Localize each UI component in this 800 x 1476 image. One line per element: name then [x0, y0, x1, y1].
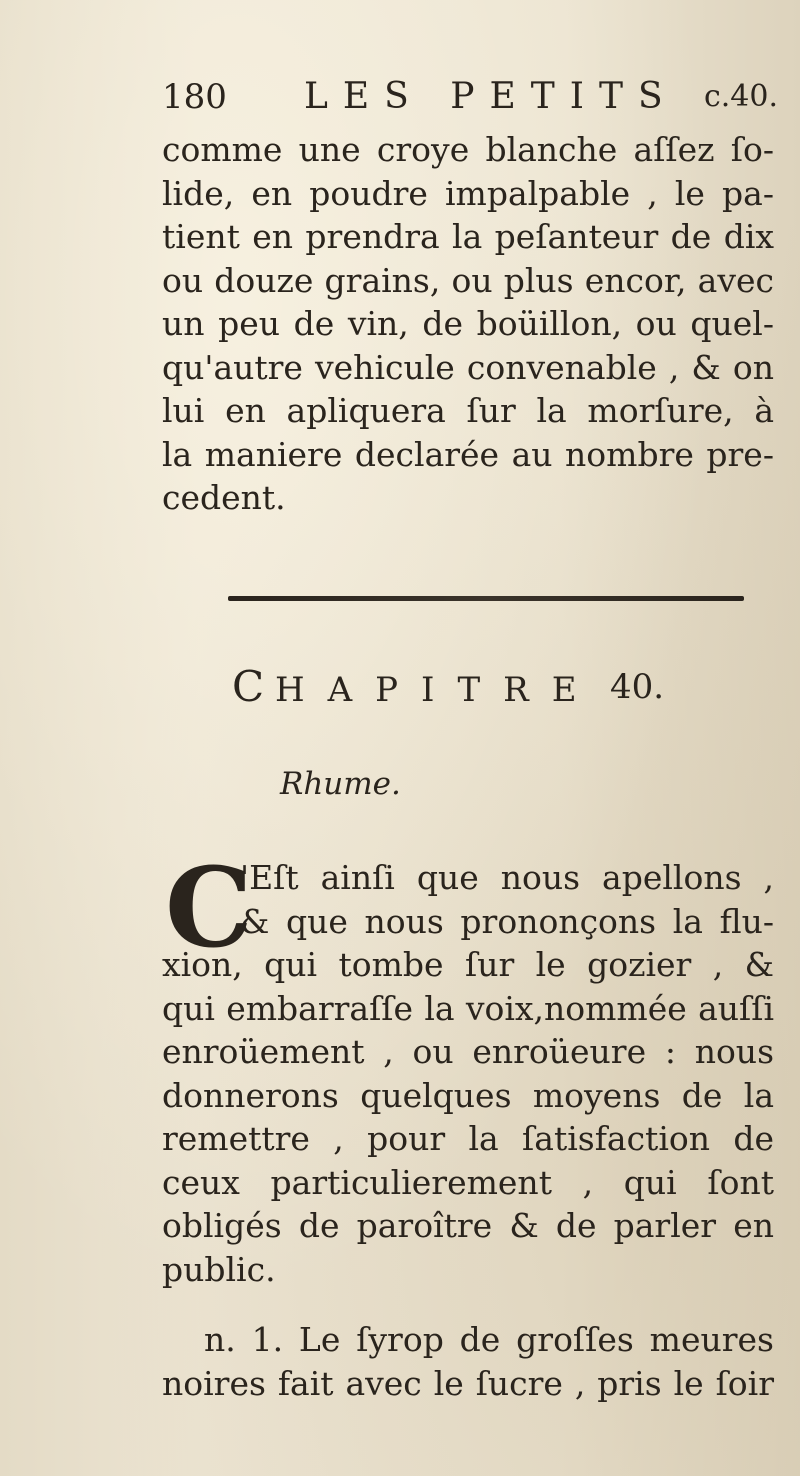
drop-cap: C	[165, 843, 253, 972]
text-line: noires fait avec le ſucre , pris le ſoir	[162, 1363, 774, 1403]
paragraph-2	[162, 843, 774, 1291]
text-line: 'Eſt ainſi que nous apellons ,	[240, 858, 774, 897]
paragraph-1	[162, 128, 774, 520]
text-line: n. 1. Le ſyrop de groſſes meures	[204, 1320, 774, 1359]
paragraph-3	[162, 1318, 774, 1405]
text-line: public.	[162, 1249, 276, 1289]
section-divider-rule	[228, 596, 744, 601]
text-line: cedent.	[162, 478, 286, 517]
text-line: lide, en poudre impalpable , le pa-	[162, 173, 774, 213]
running-title: LES PETITS	[304, 76, 678, 117]
text-line: lui en apliquera ſur la morſure, à	[162, 391, 774, 430]
chapter-initial: C	[232, 662, 265, 711]
running-header	[162, 72, 778, 122]
chapter-word: HAPITRE	[274, 670, 600, 710]
text-line: tient en prendra la peſanteur de dix	[162, 217, 774, 256]
text-line: ceux particulierement , qui ſont	[162, 1162, 774, 1202]
text-line: enroüement , ou enroüeure : nous	[162, 1032, 774, 1071]
chapter-heading	[232, 662, 752, 715]
text-line: donnerons quelques moyens de la	[162, 1075, 774, 1115]
text-line: obligés de paroître & de parler en	[162, 1206, 774, 1245]
chapter-subtitle: Rhume.	[280, 766, 401, 802]
text-line: la maniere declarée au nombre pre-	[162, 434, 774, 474]
text-line: xion, qui tombe ſur le gozier , &	[162, 945, 774, 984]
text-line: qu'autre vehicule convenable , & on	[162, 347, 774, 387]
page-number: 180	[162, 77, 227, 117]
chapter-reference: c.40.	[703, 79, 778, 114]
text-line: & que nous prononçons la flu-	[240, 901, 774, 941]
text-line: ou douze grains, ou plus encor, avec	[162, 260, 774, 300]
chapter-number: 40.	[610, 667, 665, 707]
text-line: qui embarraſſe la voix,nommée auſſi	[162, 988, 774, 1028]
text-line: comme une croye blanche aſſez ſo-	[162, 130, 774, 169]
text-line: remettre , pour la ſatisfaction de	[162, 1119, 774, 1158]
text-line: un peu de vin, de boüillon, ou quel-	[162, 304, 774, 343]
